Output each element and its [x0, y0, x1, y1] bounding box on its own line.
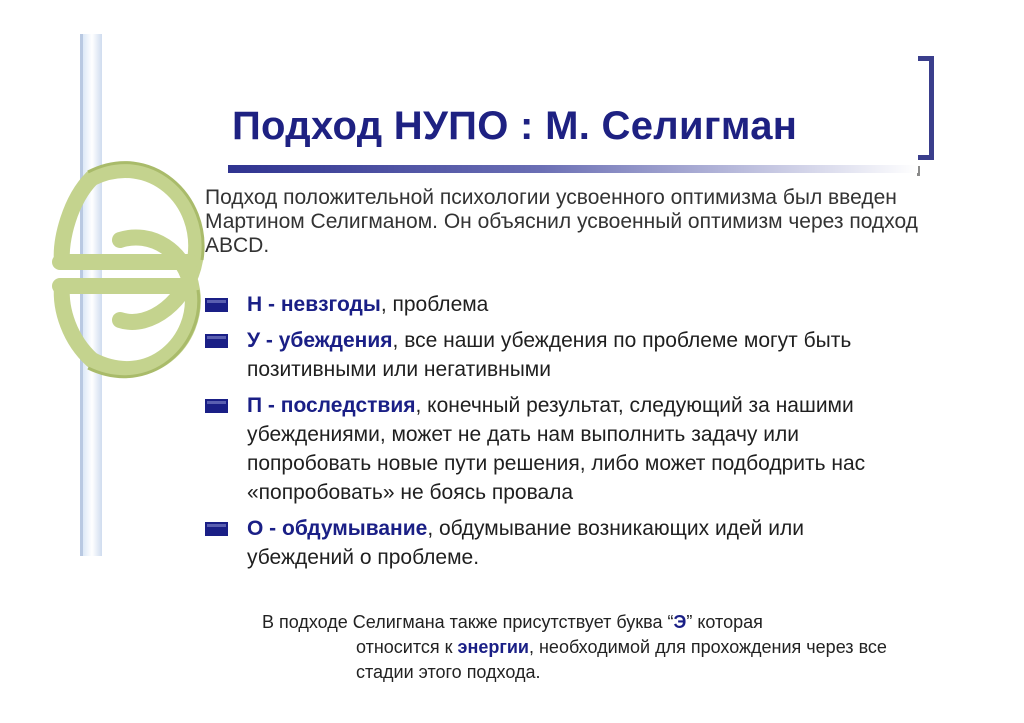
- footer-letter: Э: [673, 612, 687, 632]
- list-item-term: У - убеждения: [247, 329, 393, 352]
- title-underline: [228, 165, 918, 173]
- intro-paragraph: Подход положительной психологии усвоенного оптимизма был введен Мартином Селигманом. Он объяснил усвоенный оптимизм через подход ABCD.: [205, 186, 918, 257]
- bullet-icon: [205, 399, 228, 413]
- list-item: [205, 290, 905, 319]
- footer-text-1: В подходе Селигмана также присутствует буква “: [262, 612, 674, 632]
- page-title: Подход НУПО : М. Селигман: [232, 104, 798, 148]
- list-item-term: П - последствия: [247, 394, 416, 417]
- bullet-icon: [205, 298, 228, 312]
- list-item-text: , все наши убеждения по проблеме могут быть позитивными или негативными: [247, 329, 852, 381]
- list-item: [205, 514, 905, 572]
- footer-note: [262, 610, 942, 685]
- footer-word: энергии: [457, 637, 529, 657]
- footer-text-3: относится к: [356, 637, 458, 657]
- list-item-term: О - обдумывание: [247, 517, 428, 540]
- list-item-term: Н - невзгоды: [247, 293, 381, 316]
- list-item-text: , обдумывание возникающих идей или убеждений о проблеме.: [247, 517, 804, 569]
- bullet-icon: [205, 522, 228, 536]
- abcd-list: [205, 290, 905, 579]
- list-item-text: , проблема: [380, 293, 489, 316]
- list-item: [205, 326, 905, 384]
- footer-indented-text: [262, 635, 942, 685]
- list-item: [205, 391, 905, 507]
- footer-text-2: ” которая: [686, 612, 763, 632]
- footer-text-4: , необходимой для прохождения через все стадии этого подхода.: [356, 637, 887, 682]
- corner-bracket: [918, 56, 934, 160]
- list-item-text: , конечный результат, следующий за нашими убеждениями, может не дать нам выполнить задачу или попробовать новые пути решения, либо может подбодрить нас «попробовать» не боясь провала: [247, 394, 866, 504]
- bullet-icon: [205, 334, 228, 348]
- rope-knot-decoration: [0, 0, 220, 723]
